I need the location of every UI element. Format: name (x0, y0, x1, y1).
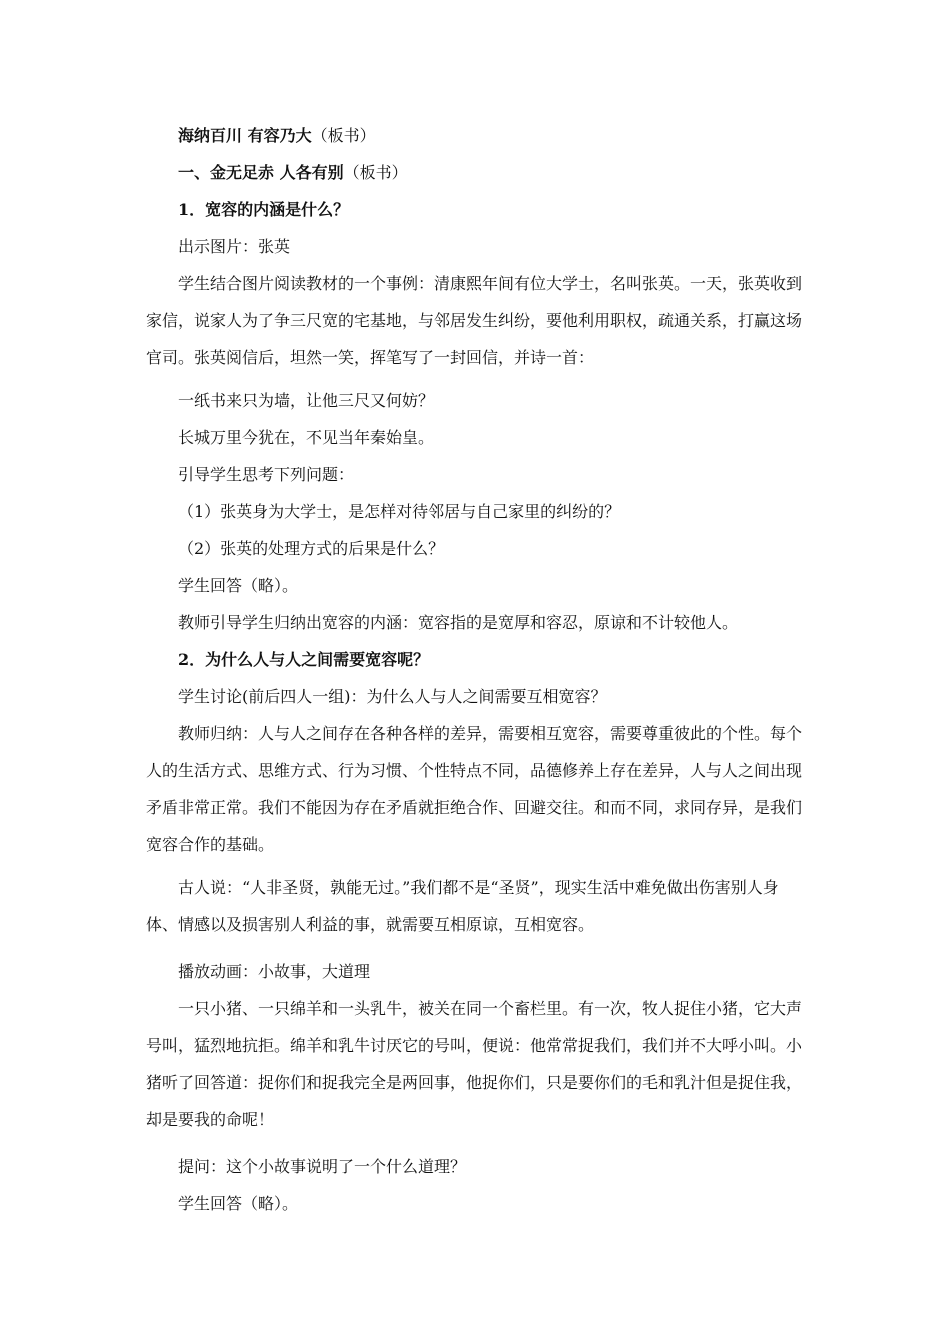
paragraph-answer-2: 学生回答（略）。 (178, 1194, 299, 1213)
section-1-heading (146, 161, 810, 185)
paragraph-question: 提问：这个小故事说明了一个什么道理？ (178, 1157, 467, 1176)
paragraph-show-picture: 出示图片：张英 (178, 237, 291, 256)
question-1: （1）张英身为大学士，是怎样对待邻居与自己家里的纠纷的？ (178, 502, 621, 521)
paragraph-zhang-ying-story: 学生结合图片阅读教材的一个事例：清康熙年间有位大学士，名叫张英。一天，张英收到家信，说家人为了争三尺宽的宅基地，与邻居发生纠纷，要他利用职权，疏通关系，打赢这场官司。张英阅信后，坦然一笑，挥笔写了一封回信，并诗一首： (146, 274, 803, 367)
main-heading (146, 124, 810, 148)
paragraph-fable: 一只小猪、一只绵羊和一头乳牛，被关在同一个畜栏里。有一次，牧人捉住小猪，它大声号叫，猛烈地抗拒。绵羊和乳牛讨厌它的号叫，便说：他常常捉我们，我们并不大呼小叫。小猪听了回答道：捉你们和捉我完全是两回事，他捉你们，只是要你们的毛和乳汁但是捉住我，却是要我的命呢！ (146, 999, 803, 1129)
section-1-heading-text: 一、金无足赤 人各有别 (178, 163, 344, 182)
paragraph-discussion: 学生讨论(前后四人一组)：为什么人与人之间需要互相宽容？ (178, 687, 607, 706)
paragraph-teacher-summary: 教师归纳：人与人之间存在各种各样的差异，需要相互宽容，需要尊重彼此的个性。每个人的生活方式、思维方式、行为习惯、个性特点不同，品德修养上存在差异，人与人之间出现矛盾非常正常。我们不能因为存在矛盾就拒绝合作、回避交往。和而不同，求同存异，是我们宽容合作的基础。 (146, 724, 803, 854)
paragraph-animation: 播放动画：小故事，大道理 (178, 962, 371, 981)
paragraph-guide: 引导学生思考下列问题： (178, 465, 355, 484)
main-heading-note: （板书） (311, 126, 376, 145)
poem-line-1: 一纸书来只为墙，让他三尺又何妨？ (178, 391, 435, 410)
subheading-2: 2．为什么人与人之间需要宽容呢？ (178, 650, 430, 669)
subheading-1: 1．宽容的内涵是什么？ (178, 200, 350, 219)
poem-line-2: 长城万里今犹在，不见当年秦始皇。 (178, 428, 435, 447)
document-body (146, 124, 810, 1216)
paragraph-answer-1: 学生回答（略）。 (178, 576, 299, 595)
paragraph-conclusion: 教师引导学生归纳出宽容的内涵：宽容指的是宽厚和容忍，原谅和不计较他人。 (178, 613, 739, 632)
paragraph-ancient-saying: 古人说：“人非圣贤，孰能无过。”我们都不是“圣贤”，现实生活中难免做出伤害别人身体、情感以及损害别人利益的事，就需要互相原谅，互相宽容。 (146, 878, 779, 934)
main-heading-text: 海纳百川 有容乃大 (178, 126, 312, 145)
section-1-heading-note: （板书） (343, 163, 408, 182)
question-2: （2）张英的处理方式的后果是什么？ (178, 539, 445, 558)
